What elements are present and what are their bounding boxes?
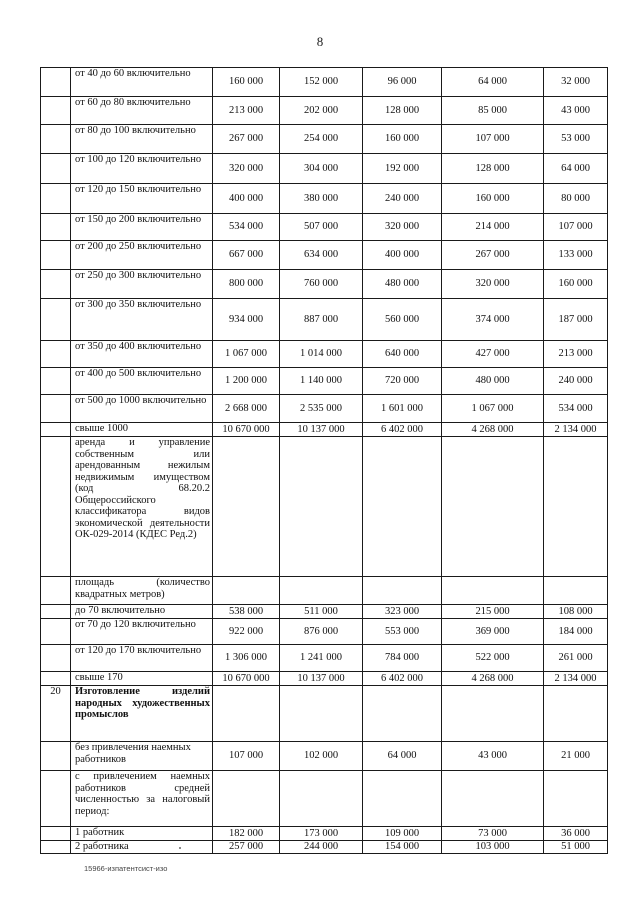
value-cell-3: 6 402 000	[363, 423, 442, 437]
value-cell-5	[544, 577, 608, 605]
value-cell-5: 53 000	[544, 125, 608, 154]
value-cell-3: 320 000	[363, 214, 442, 241]
value-cell-5: 240 000	[544, 368, 608, 395]
table-row	[41, 742, 608, 771]
value-cell-1: 107 000	[213, 742, 280, 771]
value-cell-3: 1 601 000	[363, 395, 442, 423]
value-cell-4: 480 000	[442, 368, 544, 395]
table-row	[41, 68, 608, 97]
value-cell-4	[442, 577, 544, 605]
row-number-cell	[41, 341, 71, 368]
row-number-cell	[41, 742, 71, 771]
row-number-cell	[41, 125, 71, 154]
value-cell-4: 320 000	[442, 270, 544, 299]
table-row	[41, 154, 608, 184]
value-cell-4: 4 268 000	[442, 423, 544, 437]
value-cell-1	[213, 437, 280, 577]
value-cell-3	[363, 437, 442, 577]
table-row	[41, 841, 608, 854]
value-cell-3: 128 000	[363, 97, 442, 125]
value-cell-1: 538 000	[213, 605, 280, 619]
row-label-cell: от 150 до 200 включительно	[71, 214, 213, 241]
value-cell-3: 6 402 000	[363, 672, 442, 686]
table-row	[41, 184, 608, 214]
table-row	[41, 214, 608, 241]
value-cell-1: 1 200 000	[213, 368, 280, 395]
value-cell-1: 1 306 000	[213, 645, 280, 672]
value-cell-4: 369 000	[442, 619, 544, 645]
table-body	[41, 68, 608, 854]
row-number-cell	[41, 154, 71, 184]
value-cell-2: 507 000	[280, 214, 363, 241]
row-label-cell: свыше 1000	[71, 423, 213, 437]
value-cell-4: 128 000	[442, 154, 544, 184]
row-label-cell: от 120 до 170 включительно	[71, 645, 213, 672]
value-cell-4: 427 000	[442, 341, 544, 368]
table-row	[41, 125, 608, 154]
value-cell-5: 213 000	[544, 341, 608, 368]
value-cell-3: 480 000	[363, 270, 442, 299]
value-cell-4: 107 000	[442, 125, 544, 154]
value-cell-3: 240 000	[363, 184, 442, 214]
value-cell-1: 400 000	[213, 184, 280, 214]
tariff-table-container	[40, 67, 608, 854]
table-row	[41, 827, 608, 841]
value-cell-1: 267 000	[213, 125, 280, 154]
value-cell-5: 133 000	[544, 241, 608, 270]
row-number-cell	[41, 395, 71, 423]
row-number-cell	[41, 97, 71, 125]
value-cell-4: 1 067 000	[442, 395, 544, 423]
row-label-cell: от 300 до 350 включительно	[71, 299, 213, 341]
value-cell-3: 160 000	[363, 125, 442, 154]
row-label-cell: 2 работника	[71, 841, 213, 854]
row-number-cell: 20	[41, 686, 71, 742]
row-label-cell: от 120 до 150 включительно	[71, 184, 213, 214]
row-label-cell: от 500 до 1000 включительно	[71, 395, 213, 423]
value-cell-4: 522 000	[442, 645, 544, 672]
value-cell-4	[442, 771, 544, 827]
table-row	[41, 270, 608, 299]
value-cell-4: 374 000	[442, 299, 544, 341]
row-number-cell	[41, 827, 71, 841]
value-cell-4: 73 000	[442, 827, 544, 841]
row-number-cell	[41, 619, 71, 645]
value-cell-2: 1 140 000	[280, 368, 363, 395]
value-cell-2	[280, 771, 363, 827]
row-label-cell: от 350 до 400 включительно	[71, 341, 213, 368]
value-cell-5	[544, 686, 608, 742]
value-cell-2: 244 000	[280, 841, 363, 854]
value-cell-1: 800 000	[213, 270, 280, 299]
page-number: 8	[316, 34, 324, 49]
value-cell-3: 64 000	[363, 742, 442, 771]
value-cell-5: 160 000	[544, 270, 608, 299]
value-cell-1: 2 668 000	[213, 395, 280, 423]
value-cell-5: 107 000	[544, 214, 608, 241]
value-cell-2: 760 000	[280, 270, 363, 299]
value-cell-5: 80 000	[544, 184, 608, 214]
value-cell-3: 784 000	[363, 645, 442, 672]
table-row	[41, 437, 608, 577]
value-cell-3: 192 000	[363, 154, 442, 184]
value-cell-2: 511 000	[280, 605, 363, 619]
row-number-cell	[41, 299, 71, 341]
value-cell-1: 1 067 000	[213, 341, 280, 368]
value-cell-5: 534 000	[544, 395, 608, 423]
value-cell-2	[280, 437, 363, 577]
value-cell-1: 213 000	[213, 97, 280, 125]
row-number-cell	[41, 645, 71, 672]
value-cell-3: 109 000	[363, 827, 442, 841]
row-number-cell	[41, 771, 71, 827]
row-label-cell: Изготовление изделий народных художественных промыслов	[71, 686, 213, 742]
table-row	[41, 577, 608, 605]
value-cell-4: 160 000	[442, 184, 544, 214]
value-cell-1: 667 000	[213, 241, 280, 270]
document-footer: 15966-изпатентсист-изо	[84, 864, 168, 873]
row-number-cell	[41, 368, 71, 395]
value-cell-5: 32 000	[544, 68, 608, 97]
row-number-cell	[41, 241, 71, 270]
table-row	[41, 97, 608, 125]
value-cell-3	[363, 771, 442, 827]
table-row	[41, 645, 608, 672]
value-cell-5: 51 000	[544, 841, 608, 854]
value-cell-3	[363, 577, 442, 605]
value-cell-3: 96 000	[363, 68, 442, 97]
row-label-cell: от 70 до 120 включительно	[71, 619, 213, 645]
value-cell-1: 257 000	[213, 841, 280, 854]
value-cell-5: 21 000	[544, 742, 608, 771]
table-row	[41, 771, 608, 827]
value-cell-4: 267 000	[442, 241, 544, 270]
value-cell-5: 187 000	[544, 299, 608, 341]
value-cell-3: 154 000	[363, 841, 442, 854]
value-cell-5: 261 000	[544, 645, 608, 672]
value-cell-3: 553 000	[363, 619, 442, 645]
value-cell-5	[544, 437, 608, 577]
value-cell-2: 10 137 000	[280, 672, 363, 686]
value-cell-2: 634 000	[280, 241, 363, 270]
value-cell-2	[280, 577, 363, 605]
row-number-cell	[41, 184, 71, 214]
value-cell-5: 64 000	[544, 154, 608, 184]
row-number-cell	[41, 68, 71, 97]
value-cell-1: 182 000	[213, 827, 280, 841]
value-cell-1	[213, 577, 280, 605]
value-cell-4: 4 268 000	[442, 672, 544, 686]
value-cell-4: 64 000	[442, 68, 544, 97]
value-cell-2: 304 000	[280, 154, 363, 184]
value-cell-4: 214 000	[442, 214, 544, 241]
table-row	[41, 368, 608, 395]
value-cell-2: 876 000	[280, 619, 363, 645]
value-cell-4	[442, 437, 544, 577]
row-number-cell	[41, 423, 71, 437]
value-cell-3: 720 000	[363, 368, 442, 395]
table-row	[41, 605, 608, 619]
value-cell-1: 922 000	[213, 619, 280, 645]
value-cell-2: 380 000	[280, 184, 363, 214]
value-cell-2: 254 000	[280, 125, 363, 154]
value-cell-5: 43 000	[544, 97, 608, 125]
value-cell-4: 103 000	[442, 841, 544, 854]
row-number-cell	[41, 214, 71, 241]
value-cell-3: 400 000	[363, 241, 442, 270]
row-label-cell: от 400 до 500 включительно	[71, 368, 213, 395]
value-cell-1	[213, 771, 280, 827]
value-cell-1: 934 000	[213, 299, 280, 341]
row-label-cell: свыше 170	[71, 672, 213, 686]
section-row	[41, 686, 608, 742]
table-row	[41, 241, 608, 270]
table-row	[41, 672, 608, 686]
row-label-cell: аренда и управление собственным или арендованным нежилым недвижимым имуществом (код 68.20.2 Общероссийского классификатора видов экономической деятельности ОК-029-2014 (КДЕС Ред.2)	[71, 437, 213, 577]
value-cell-2	[280, 686, 363, 742]
value-cell-4	[442, 686, 544, 742]
scan-speck	[179, 847, 181, 849]
row-number-cell	[41, 437, 71, 577]
value-cell-2: 2 535 000	[280, 395, 363, 423]
value-cell-4: 215 000	[442, 605, 544, 619]
value-cell-5	[544, 771, 608, 827]
value-cell-1: 320 000	[213, 154, 280, 184]
row-label-cell: от 250 до 300 включительно	[71, 270, 213, 299]
value-cell-1	[213, 686, 280, 742]
value-cell-2: 173 000	[280, 827, 363, 841]
row-number-cell	[41, 577, 71, 605]
value-cell-2: 152 000	[280, 68, 363, 97]
value-cell-3	[363, 686, 442, 742]
value-cell-5: 2 134 000	[544, 672, 608, 686]
table-row	[41, 299, 608, 341]
table-row	[41, 423, 608, 437]
value-cell-4: 43 000	[442, 742, 544, 771]
row-label-cell: от 80 до 100 включительно	[71, 125, 213, 154]
value-cell-5: 184 000	[544, 619, 608, 645]
row-number-cell	[41, 270, 71, 299]
value-cell-1: 534 000	[213, 214, 280, 241]
value-cell-2: 102 000	[280, 742, 363, 771]
row-number-cell	[41, 605, 71, 619]
value-cell-4: 85 000	[442, 97, 544, 125]
row-number-cell	[41, 841, 71, 854]
value-cell-3: 640 000	[363, 341, 442, 368]
table-row	[41, 395, 608, 423]
value-cell-5: 36 000	[544, 827, 608, 841]
row-number-cell	[41, 672, 71, 686]
value-cell-2: 202 000	[280, 97, 363, 125]
row-label-cell: от 40 до 60 включительно	[71, 68, 213, 97]
value-cell-1: 10 670 000	[213, 423, 280, 437]
table-row	[41, 341, 608, 368]
row-label-cell: до 70 включительно	[71, 605, 213, 619]
value-cell-2: 1 241 000	[280, 645, 363, 672]
row-label-cell: от 100 до 120 включительно	[71, 154, 213, 184]
row-label-cell: от 200 до 250 включительно	[71, 241, 213, 270]
row-label-cell: 1 работник	[71, 827, 213, 841]
value-cell-3: 323 000	[363, 605, 442, 619]
value-cell-2: 10 137 000	[280, 423, 363, 437]
value-cell-1: 10 670 000	[213, 672, 280, 686]
table-row	[41, 619, 608, 645]
value-cell-3: 560 000	[363, 299, 442, 341]
row-label-cell: без привлечения наемных работников	[71, 742, 213, 771]
value-cell-5: 2 134 000	[544, 423, 608, 437]
value-cell-2: 1 014 000	[280, 341, 363, 368]
row-label-cell: от 60 до 80 включительно	[71, 97, 213, 125]
tariff-table	[40, 67, 608, 854]
row-label-cell: площадь (количество квадратных метров)	[71, 577, 213, 605]
value-cell-2: 887 000	[280, 299, 363, 341]
value-cell-5: 108 000	[544, 605, 608, 619]
value-cell-1: 160 000	[213, 68, 280, 97]
row-label-cell: с привлечением наемных работников средней численностью за налоговый период:	[71, 771, 213, 827]
